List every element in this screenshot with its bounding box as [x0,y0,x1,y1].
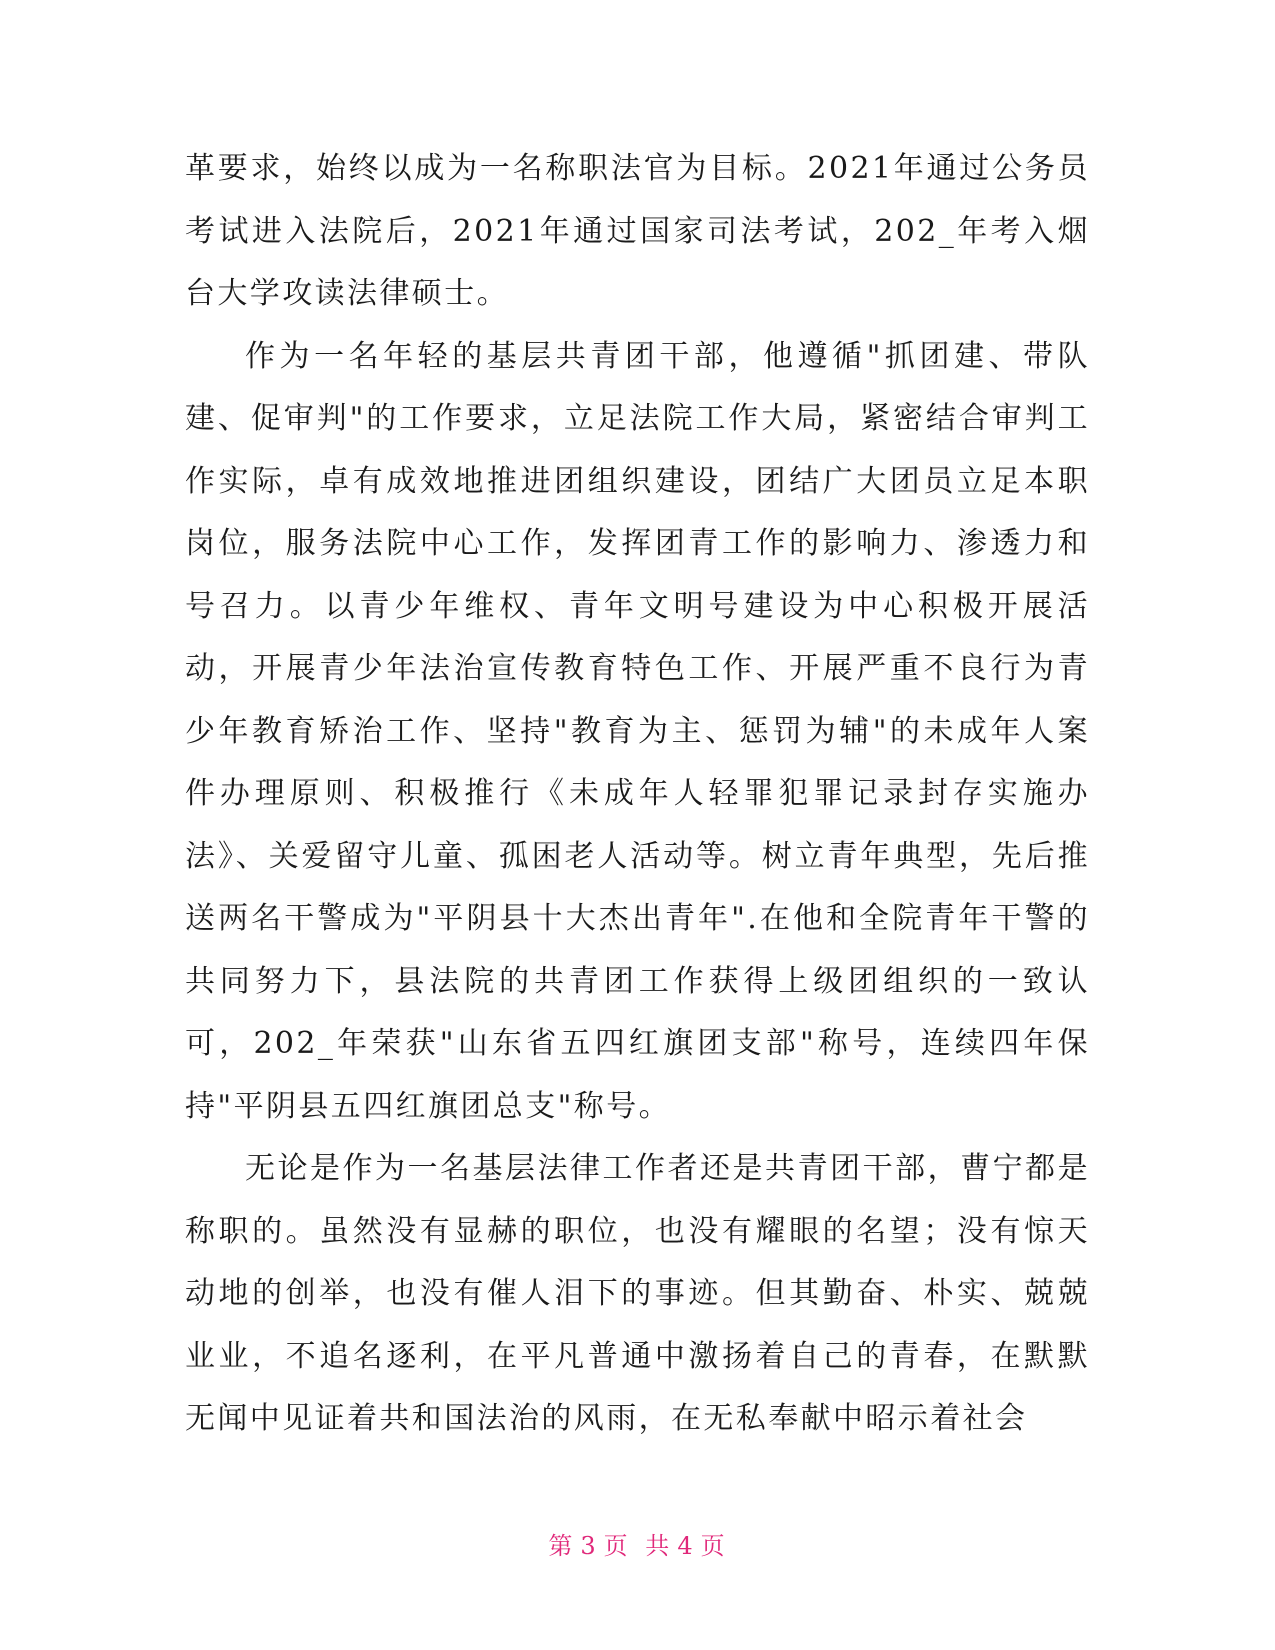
footer-prefix: 第 [548,1532,575,1560]
page-footer [0,1526,1275,1561]
footer-current-page: 3 [580,1532,598,1560]
paragraph-1: 革要求，始终以成为一名称职法官为目标。2021年通过公务员考试进入法院后，2021年通过国家司法考试，202_年考入烟台大学攻读法律硕士。 [185,151,1090,311]
document-body [185,138,1090,1451]
footer-middle: 页 共 [603,1532,672,1560]
paragraph-2: 作为一名年轻的基层共青团干部，他遵循"抓团建、带队建、促审判"的工作要求，立足法院工作大局，紧密结合审判工作实际，卓有成效地推进团组织建设，团结广大团员立足本职岗位，服务法院中心工作，发挥团青工作的影响力、渗透力和号召力。以青少年维权、青年文明号建设为中心积极开展活动，开展青少年法治宣传教育特色工作、开展严重不良行为青少年教育矫治工作、坚持"教育为主、惩罚为辅"的未成年人案件办理原则、积极推行《未成年人轻罪犯罪记录封存实施办法》、关爱留守儿童、孤困老人活动等。树立青年典型，先后推送两名干警成为"平阴县十大杰出青年".在他和全院青年干警的共同努力下，县法院的共青团工作获得上级团组织的一致认可，202_年荣获"山东省五四红旗团支部"称号，连续四年保持"平阴县五四红旗团总支"称号。 [185,338,1090,1124]
footer-total-pages: 4 [677,1532,695,1560]
paragraph-3: 无论是作为一名基层法律工作者还是共青团干部，曹宁都是称职的。虽然没有显赫的职位，也没有耀眼的名望；没有惊天动地的创举，也没有催人泪下的事迹。但其勤奋、朴实、兢兢业业，不追名逐利，在平凡普通中激扬着自己的青春，在默默无闻中见证着共和国法治的风雨，在无私奉献中昭示着社会 [185,1151,1090,1436]
footer-suffix: 页 [700,1532,727,1560]
